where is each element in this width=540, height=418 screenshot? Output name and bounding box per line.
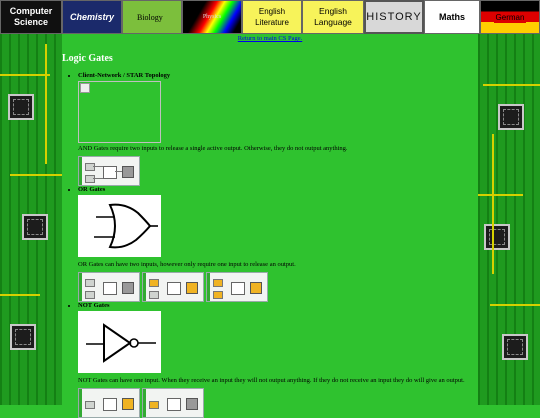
subject-nav [0, 0, 540, 34]
nav-biology[interactable]: Biology [122, 0, 182, 34]
main-content [62, 50, 478, 418]
chip-graphic [498, 104, 524, 130]
nav-maths[interactable]: Maths [424, 0, 480, 34]
switch-icon [85, 163, 95, 171]
or-gate-sim-image [206, 272, 268, 302]
chip-graphic [484, 224, 510, 250]
section-description: OR Gates can have two inputs, however only require one input to release an output. [78, 261, 296, 268]
switch-icon [149, 291, 159, 299]
lamp-on-icon [186, 282, 198, 294]
lamp-on-icon [122, 398, 134, 410]
circuit-board-left [0, 34, 62, 405]
or-gate-symbol-icon [78, 195, 161, 257]
or-gate-icon [231, 282, 245, 295]
section-title: • OR Gates [78, 186, 106, 193]
sim-toolbar [143, 389, 146, 417]
trace [492, 134, 494, 274]
and-gate-icon [103, 166, 117, 179]
trace [0, 294, 40, 296]
nav-german[interactable] [480, 0, 540, 34]
wire [93, 178, 103, 179]
list-item [78, 186, 478, 302]
trace [483, 84, 540, 86]
section-description: AND Gates require two inputs to release a single active output. Otherwise, they do not output anything. [78, 145, 348, 152]
trace [10, 174, 62, 176]
not-gate-sim-image [142, 388, 204, 418]
chip-graphic [22, 214, 48, 240]
switch-on-icon [213, 291, 223, 299]
switch-on-icon [149, 279, 159, 287]
not-gate-symbol-icon [78, 311, 161, 373]
nav-history[interactable]: HISTORY [364, 0, 424, 34]
sim-toolbar [79, 273, 82, 301]
section-title: • Client-Network / STAR Topology [78, 72, 171, 79]
section-title: • NOT Gates [78, 302, 110, 309]
sim-toolbar [143, 273, 146, 301]
lamp-off-icon [122, 166, 134, 178]
or-gate-icon [103, 282, 117, 295]
wire [93, 166, 103, 167]
chip-graphic [8, 94, 34, 120]
nav-physics[interactable]: Physics [182, 0, 242, 34]
switch-icon [85, 279, 95, 287]
nav-german-label: German [495, 12, 525, 22]
or-gate-icon [167, 282, 181, 295]
circuit-board-right [478, 34, 540, 405]
switch-icon [85, 291, 95, 299]
not-gate-sim-image [78, 388, 140, 418]
list-item [78, 72, 478, 186]
trace [478, 194, 523, 196]
list-item [78, 302, 478, 418]
or-gate-sim-image [78, 272, 140, 302]
switch-on-icon [213, 279, 223, 287]
lamp-off-icon [186, 398, 198, 410]
lamp-off-icon [122, 282, 134, 294]
switch-on-icon [149, 401, 159, 409]
section-description: NOT Gates can have one input. When they receive an input they will not output anything. If they do not receive an input they do will give an output. [78, 377, 465, 384]
nav-chemistry[interactable]: Chemistry [62, 0, 122, 34]
and-gate-sim-image [78, 156, 140, 186]
nav-english-literature[interactable]: English Literature [242, 0, 302, 34]
switch-icon [85, 175, 95, 183]
broken-image-icon [78, 81, 161, 143]
chip-graphic [10, 324, 36, 350]
sim-toolbar [207, 273, 210, 301]
or-gate-simulations [78, 272, 478, 302]
sim-toolbar [79, 389, 82, 417]
trace [45, 44, 47, 164]
not-gate-simulations [78, 388, 478, 418]
trace [0, 74, 50, 76]
lamp-on-icon [250, 282, 262, 294]
back-to-cs-link[interactable]: Return to main CS Page. [237, 35, 303, 42]
trace [490, 304, 540, 306]
nav-english-language[interactable]: English Language [302, 0, 364, 34]
chip-graphic [502, 334, 528, 360]
or-gate-sim-image [142, 272, 204, 302]
nav-computer-science[interactable]: Computer Science [0, 0, 62, 34]
and-gate-simulations [78, 156, 478, 186]
gate-list [62, 72, 478, 418]
switch-icon [85, 401, 95, 409]
page-title: Logic Gates [62, 53, 113, 64]
sim-toolbar [79, 157, 82, 185]
